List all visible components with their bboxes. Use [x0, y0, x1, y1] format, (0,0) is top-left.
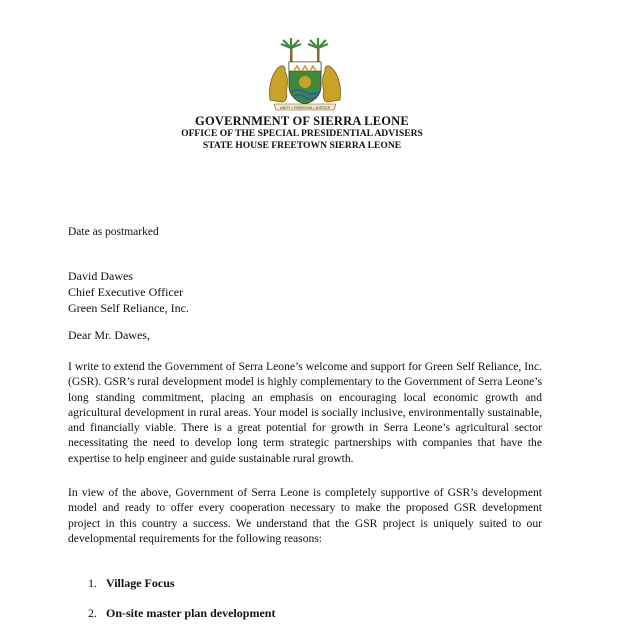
recipient-company: Green Self Reliance, Inc.	[68, 301, 189, 315]
reason-number: 1.	[88, 576, 97, 590]
salutation: Dear Mr. Dawes,	[68, 328, 150, 342]
reason-number: 2.	[88, 606, 97, 620]
letterhead-government: GOVERNMENT OF SIERRA LEONE	[195, 114, 409, 128]
date-line: Date as postmarked	[68, 226, 159, 238]
letterhead-address: STATE HOUSE FREETOWN SIERRA LEONE	[202, 140, 402, 151]
palm-left	[281, 38, 301, 62]
coat-of-arms-icon	[266, 38, 344, 112]
body-paragraph: I write to extend the Government of Serra Leone’s welcome and support for Green Self Reliance, Inc. (GSR). GSR’s rural development model is highly complementary to the Government of Serra Leone’s long standing commitment, placing an emphasis on encouraging local economic growth and agricultural development in rural areas. Your model is socially inclusive, environmentally sustainable, and financially viable. There is a great potential for growth in Serra Leone’s agricultural sector necessitating the need to develop long term strategic partnerships with companies that have the expertise to help engineer and guide sustainable rural growth.	[68, 360, 542, 465]
reason-label: Village Focus	[106, 576, 175, 590]
palm-right	[308, 38, 328, 62]
recipient-name: David Dawes	[68, 269, 133, 283]
reason-list-item	[88, 606, 275, 621]
recipient-title: Chief Executive Officer	[68, 285, 184, 299]
recipient-block	[68, 268, 189, 316]
body-paragraph: In view of the above, Government of Serra Leone is completely supportive of GSR’s development model and ready to offer every cooperation necessary to make the proposed GSR development project in this country a success. We understand that the GSR project is uniquely suited to our developmental requirements for the following reasons:	[68, 486, 542, 545]
lion-left	[269, 66, 287, 102]
crest-motto: UNITY • FREEDOM • JUSTICE	[279, 105, 331, 110]
lion-right	[323, 66, 341, 102]
reason-label: On-site master plan development	[106, 606, 276, 620]
reason-list-item	[88, 576, 175, 591]
letterhead-office: OFFICE OF THE SPECIAL PRESIDENTIAL ADVISERS	[181, 128, 423, 139]
